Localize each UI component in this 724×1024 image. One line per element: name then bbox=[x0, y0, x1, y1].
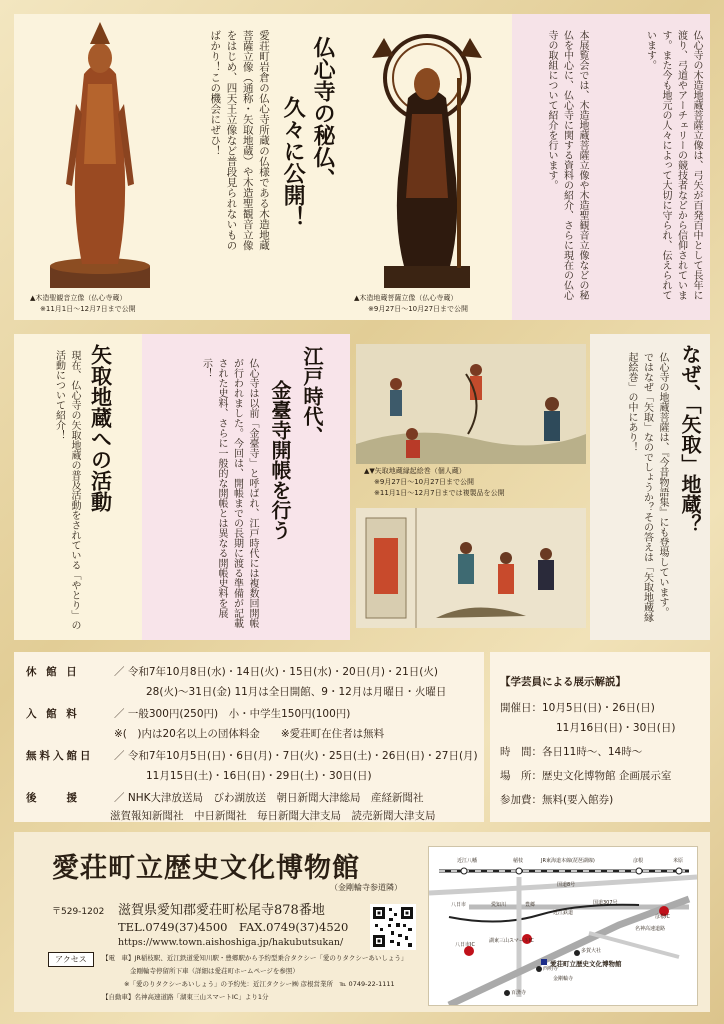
jizo-statue-image bbox=[364, 18, 490, 290]
access-label: アクセス bbox=[48, 952, 94, 967]
caption-jizo-dates: ※9月27日～10月27日まで公開 bbox=[368, 305, 469, 313]
map-label-4: 彦根 bbox=[633, 858, 644, 864]
museum-tel-fax: TEL.0749(37)4500 FAX.0749(37)4520 bbox=[118, 920, 349, 934]
top-right-text-2: 本展覧会では、木造地蔵菩薩立像や木造聖観音立像などの秘仏を中心に、仏心寺に関する資料の紹介、さらに現在の仏心寺の取組について紹介を行います。 bbox=[546, 30, 588, 300]
support-row-1 bbox=[26, 788, 423, 808]
kannon-statue-image bbox=[40, 14, 160, 290]
fee-row-1 bbox=[26, 704, 350, 724]
fee-1: ／ 一般300円(250円) 小・中学生150円(100円) bbox=[114, 708, 351, 720]
postal-code: 〒529-1202 bbox=[52, 907, 105, 917]
map-label-10: 近江鉄道 bbox=[553, 910, 574, 916]
museum-address: 滋賀県愛知郡愛荘町松尾寺878番地 bbox=[118, 903, 325, 918]
map-label-9: 豊郷 bbox=[525, 902, 536, 908]
talk-dates-1: 開催日：10月5日(日)・26日(日) bbox=[500, 702, 655, 714]
access-line-4: 【自動車】名神高速道路「湖東三山スマートIC」より1分 bbox=[102, 993, 269, 1001]
talk-time: 時 間：各日11時～、14時～ bbox=[500, 746, 643, 758]
scroll-caption-title: ▲▼矢取地蔵縁起絵巻（個人蔵） bbox=[364, 467, 466, 475]
map-label-7: 八日市 bbox=[451, 902, 467, 908]
map-label-13: 多賀大社 bbox=[581, 948, 602, 954]
scroll-image-top bbox=[356, 344, 586, 464]
caption-kannon-dates: ※11月1日～12月7日まで公開 bbox=[40, 305, 136, 313]
middle-center-title-1: 江戸時代、 bbox=[300, 346, 324, 446]
scroll-image-bottom bbox=[356, 508, 586, 628]
map-label-14: 名神高速道路 bbox=[635, 926, 666, 932]
closed-dates-2: 28(火)～31日(金) 11月は全日開館、9・12月は月曜日・火曜日 bbox=[146, 686, 447, 698]
free-row-1 bbox=[26, 746, 478, 766]
map-label-18: 百済寺 bbox=[511, 990, 527, 996]
qr-code-icon bbox=[370, 904, 416, 950]
map-label-6: 国道8号 bbox=[557, 882, 576, 888]
middle-left-text: 現在、仏心寺の矢取地蔵の普及活動をされている「やとり」の活動について紹介！ bbox=[53, 350, 80, 630]
talk-title: 【学芸員による展示解説】 bbox=[500, 676, 626, 688]
free-1: ／ 令和7年10月5日(日)・6日(月)・7日(火)・25日(土)・26日(日)・27日(月) bbox=[114, 750, 478, 762]
talk-place: 場 所：歴史文化博物館 企画展示室 bbox=[500, 770, 672, 782]
museum-name: 愛荘町立歴史文化博物館 bbox=[52, 853, 360, 884]
map-label-8: 愛知川 bbox=[491, 902, 507, 908]
top-title-1: 仏心寺の秘仏、 bbox=[310, 36, 337, 190]
support-label: 後 援 bbox=[26, 792, 80, 804]
middle-right-text: 仏心寺の地蔵菩薩は、『今昔物語集』にも登場しています。ではなぜ「矢取」なのでしょうか？その答えは「矢取地蔵縁起絵巻」の中にあり！ bbox=[626, 352, 668, 622]
access-line-1: 【電 車】JR稲枝駅、近江鉄道愛知川駅・豊郷駅から予約型乗合タクシー「愛のりタクシーあいしょう」 bbox=[102, 954, 408, 962]
top-right-text-1: 仏心寺の木造地蔵菩薩立像は、弓矢が百発百中として長年に渡り、弓道やアーチェリーの競技者などから信仰されています。また今も地元の人々によって大切に守られ、伝えられています。 bbox=[644, 30, 702, 300]
caption-kannon-title: ▲木造聖観音立像（仏心寺蔵） bbox=[30, 294, 127, 302]
talk-dates-2: 11月16日(日)・30日(日) bbox=[556, 722, 676, 734]
map-label-17: 金剛輪寺 bbox=[553, 976, 574, 982]
middle-right-title: なぜ、「矢取」地蔵？ bbox=[678, 344, 702, 534]
support-1: ／ NHK大津放送局 びわ湖放送 朝日新聞大津総局 産経新聞社 bbox=[114, 792, 424, 804]
top-title-2: 久々に公開！ bbox=[280, 96, 307, 228]
fee-label: 入 館 料 bbox=[26, 708, 80, 720]
free-label: 無料入館日 bbox=[26, 750, 94, 762]
map-label-5: 米原 bbox=[673, 858, 684, 864]
access-line-3: ※「愛のりタクシーあいしょう」の予約先：近江タクシー㈱ 彦根営業所 ℡ 0749-22-1111 bbox=[124, 980, 395, 988]
map-label-3: JR東海道本線(琵琶湖線) bbox=[541, 858, 595, 864]
top-intro-text: 愛荘町岩倉の仏心寺所蔵の仏様である木造地蔵菩薩立像（通称・矢取地蔵）や木造聖観音立像をはじめ、四天王立像など普段見られないものばかり！この機会にぜひ！ bbox=[209, 30, 270, 251]
talk-fee: 参加費：無料(要入館券) bbox=[500, 794, 614, 806]
middle-center-title-2: 金臺寺開帳を行う bbox=[268, 380, 292, 540]
closed-dates-1: ／ 令和7年10月8日(水)・14日(火)・15日(水)・20日(月)・21日(火) bbox=[114, 666, 438, 678]
closed-label: 休 館 日 bbox=[26, 666, 80, 678]
scroll-caption-dates-2: ※11月1日～12月7日までは複製品を公開 bbox=[374, 489, 505, 497]
access-map bbox=[428, 846, 698, 1006]
map-label-12: 湖東三山スマートIC bbox=[489, 938, 534, 944]
fee-2: ※( )内は20名以上の団体料金 ※愛荘町在住者は無料 bbox=[114, 728, 385, 740]
map-museum-label: 愛荘町立歴史文化博物館 bbox=[550, 960, 622, 968]
map-label-19: 彦根IC bbox=[655, 914, 670, 920]
scroll-caption-dates-1: ※9月27日～10月27日まで公開 bbox=[374, 478, 475, 486]
middle-left-title: 矢取地蔵への活動 bbox=[88, 344, 114, 512]
middle-center-text: 仏心寺は以前「金臺寺」と呼ばれ、江戸時代には複数回開帳が行われました。今回は、開帳までの長期に渡る準備が記載された史料、さらに一般的な開帳とは異なる開帳史料を展示！ bbox=[200, 358, 258, 628]
map-label-2: 稲枝 bbox=[513, 858, 524, 864]
map-label-15: 八日市IC bbox=[455, 942, 475, 948]
support-2: 滋賀報知新聞社 中日新聞社 毎日新聞大津支局 読売新聞大津支局 bbox=[110, 810, 436, 822]
access-line-2: 金剛輪寺停留所下車（詳細は愛荘町ホームページを参照） bbox=[130, 967, 299, 975]
museum-subtitle: （金剛輪寺参道隣） bbox=[330, 883, 402, 892]
caption-jizo-title: ▲木造地蔵菩薩立像（仏心寺蔵） bbox=[354, 294, 458, 302]
map-label-11: 国道307号 bbox=[593, 900, 618, 906]
closed-row-1 bbox=[26, 662, 438, 682]
museum-url[interactable]: https://www.town.aishoshiga.jp/hakubutsukan/ bbox=[118, 937, 344, 948]
map-label-1: 近江八幡 bbox=[457, 858, 478, 864]
free-2: 11月15日(土)・16日(日)・29日(土)・30日(日) bbox=[146, 770, 372, 782]
map-label-16: 西明寺 bbox=[543, 966, 559, 972]
